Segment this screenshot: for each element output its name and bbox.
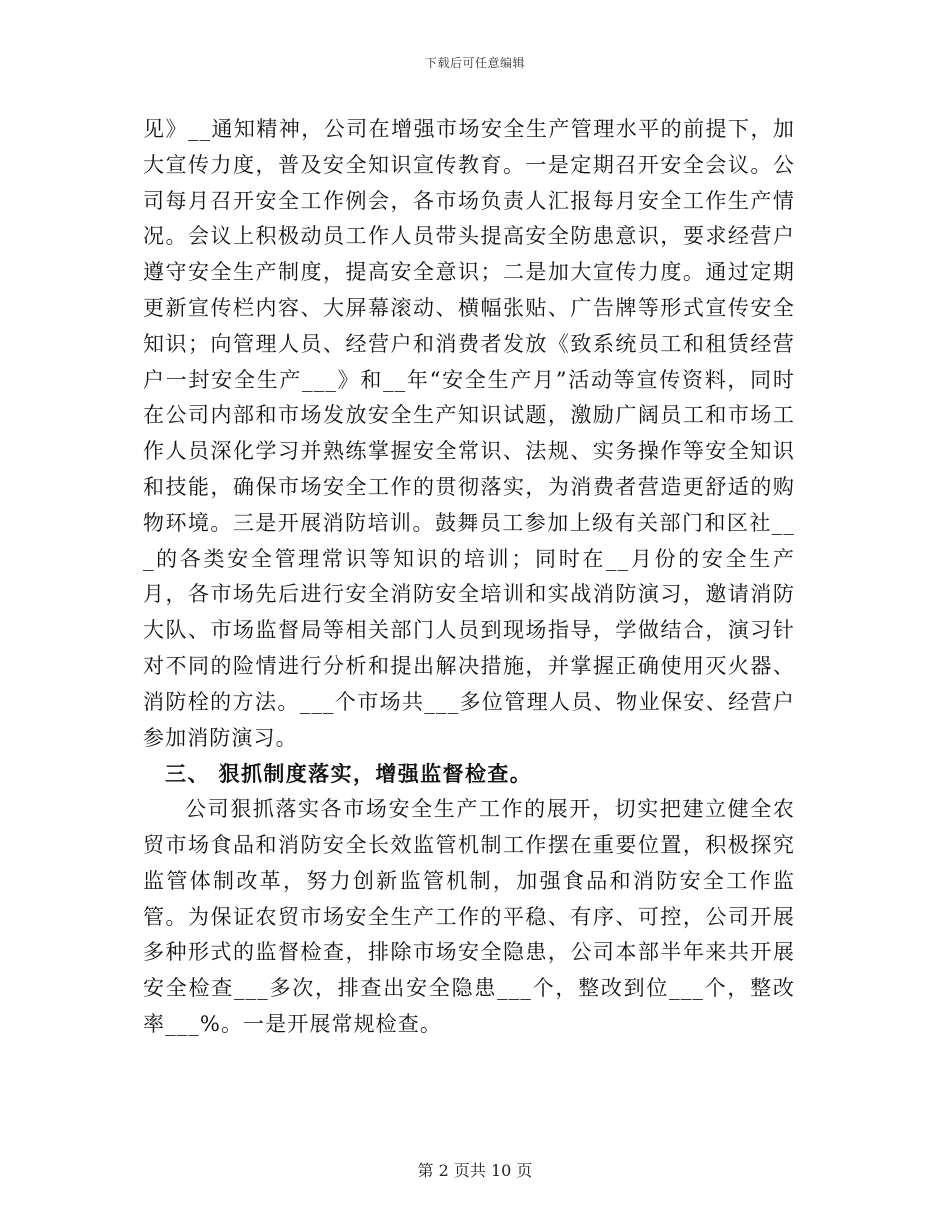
page-number: 第 2 页共 10 页 — [417, 1161, 533, 1180]
paragraph-continued: 见》__通知精神，公司在增强市场安全生产管理水平的前提下，加大宣传力度，普及安全知识宣传教育。一是定期召开安全会议。公司每月召开安全工作例会，各市场负责人汇报每月安全工作生产情况。会议上积极动员工作人员带头提高安全防患意识，要求经营户遵守安全生产制度，提高安全意识；二是加大宣传力度。通过定期更新宣传栏内容、大屏幕滚动、横幅张贴、广告牌等形式宣传安全知识；向管理人员、经营户和消费者发放《致系统员工和租赁经营户一封安全生产___》和__年“安全生产月”活动等宣传资料，同时在公司内部和市场发放安全生产知识试题，激励广阔员工和市场工作人员深化学习并熟练掌握安全常识、法规、实务操作等安全知识和技能，确保市场安全工作的贯彻落实，为消费者营造更舒适的购物环境。三是开展消防培训。鼓舞员工参加上级有关部门和区社___的各类安全管理常识等知识的培训；同时在__月份的安全生产月，各市场先后进行安全消防安全培训和实战消防演习，邀请消防大队、市场监督局等相关部门人员到现场指导，学做结合，演习针对不同的险情进行分析和提出解决措施，并掌握正确使用灭火器、消防栓的方法。___个市场共___多位管理人员、物业保安、经营户参加消防演习。 — [143, 117, 795, 750]
paragraph-supervision: 公司狠抓落实各市场安全生产工作的展开，切实把建立健全农贸市场食品和消防安全长效监管机制工作摆在重要位置，积极探究监管体制改革，努力创新监管机制，加强食品和消防安全工作监管。为保证农贸市场安全生产工作的平稳、有序、可控，公司开展多种形式的监督检查，排除市场安全隐患，公司本部半年来共开展安全检查___多次，排查出安全隐患___个，整改到位___个，整改率___%。一是开展常规检查。 — [143, 797, 795, 1036]
section-heading: 三、 狠抓制度落实，增强监督检查。 — [165, 761, 533, 787]
document-body — [143, 112, 795, 1043]
header-note: 下载后可任意编辑 — [424, 56, 525, 70]
